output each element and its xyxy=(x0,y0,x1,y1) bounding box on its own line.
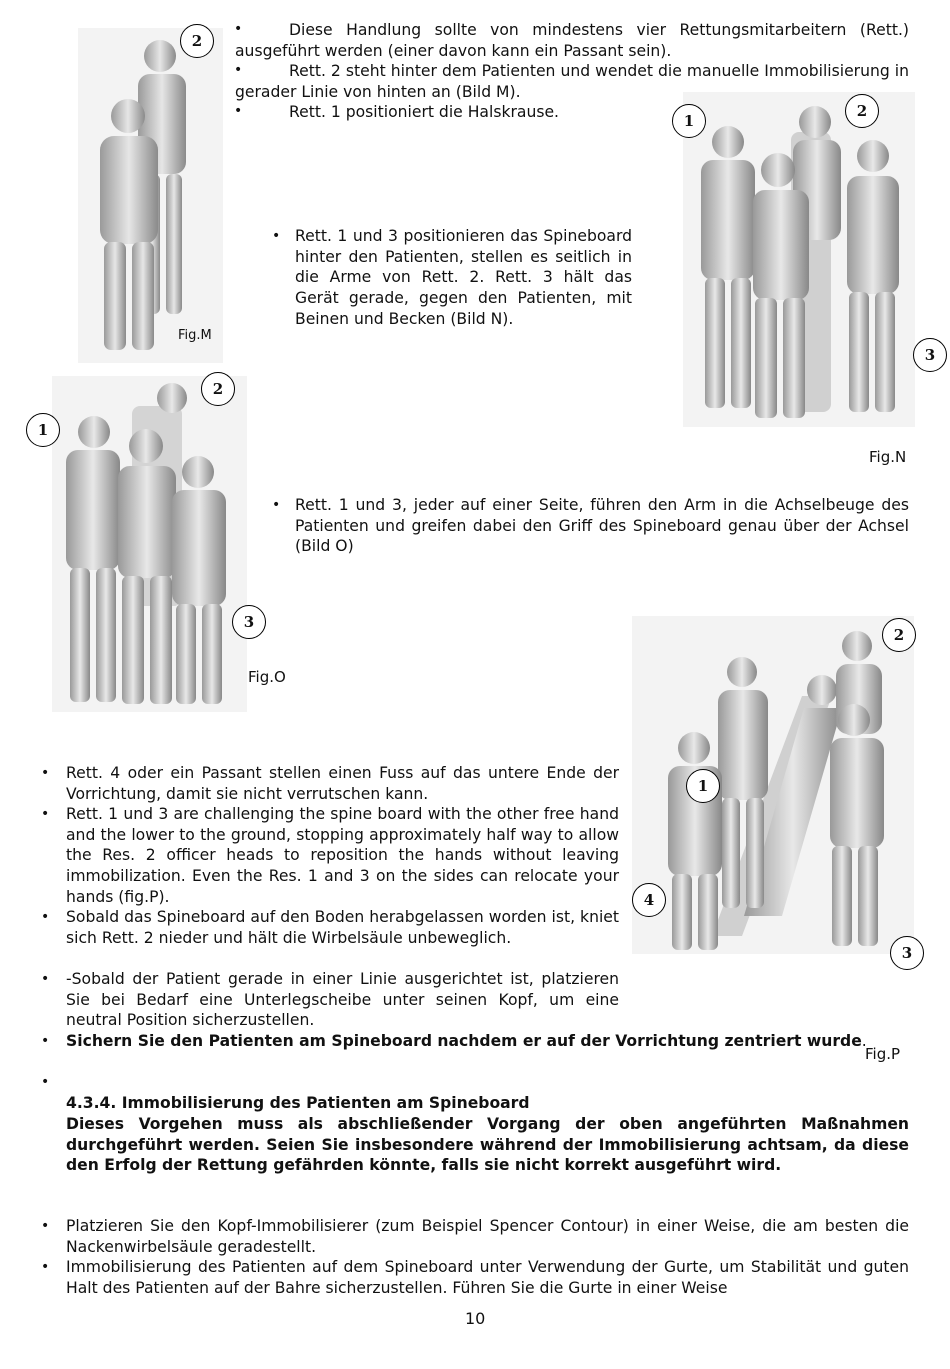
figure-n-caption: Fig.N xyxy=(869,448,907,466)
text-arm xyxy=(295,495,909,557)
text-board xyxy=(295,226,632,330)
section-434-heading: 4.3.4. Immobilisierung des Patienten am Spineboard xyxy=(66,1094,530,1112)
text-lower-3-content: Sobald das Spineboard auf den Boden herabgelassen worden ist, kniet sich Rett. 2 nieder und hält die Wirbelsäule unbeweglich. xyxy=(66,908,619,947)
section-434-intro: Dieses Vorgehen muss als abschließender Vorgang der oben angeführten Maßnahmen durchgeführt werden. Seien Sie insbesondere während der Immobilisierung achtsam, da diese den Erfolg der Rettung gefährden könnte, falls sie nicht korrekt ausgeführt wird. xyxy=(66,1115,909,1175)
text-434-2 xyxy=(66,1257,909,1298)
bullet-top-2: • xyxy=(234,62,243,78)
figure-n-badge-2: 2 xyxy=(845,94,879,128)
page-number: 10 xyxy=(465,1309,486,1328)
figure-o-badge-2: 2 xyxy=(201,372,235,406)
figure-o-caption: Fig.O xyxy=(248,668,286,686)
figure-n-badge-1: 1 xyxy=(672,104,706,138)
text-lower-5-bold: Sichern Sie den Patienten am Spineboard nachdem er auf der Vorrichtung zentriert wurde xyxy=(66,1032,862,1050)
text-lower-5 xyxy=(66,1031,909,1052)
bullet-top-1: • xyxy=(234,21,243,37)
figure-m-caption: Fig.M xyxy=(178,328,212,343)
text-top-3-content: Rett. 1 positioniert die Halskrause. xyxy=(289,103,559,121)
figure-p-illustration xyxy=(632,616,914,954)
bullet-lower-empty: • xyxy=(41,1074,50,1090)
text-lower-5-end: . xyxy=(861,1032,867,1050)
figure-m-illustration xyxy=(78,28,223,363)
text-top-2-content: Rett. 2 steht hinter dem Patienten und wendet die manuelle Immobilisierung in gerader Linie von hinten an (Bild M). xyxy=(235,62,909,101)
text-lower-1-content: Rett. 4 oder ein Passant stellen einen Fuss auf das untere Ende der Vorrichtung, damit sie nicht verrutschen kann. xyxy=(66,764,619,803)
text-lower-2 xyxy=(66,804,619,908)
text-434-1 xyxy=(66,1216,909,1257)
text-top-1 xyxy=(235,20,909,61)
bullet-lower-5: • xyxy=(41,1033,50,1049)
figure-n-badge-3: 3 xyxy=(913,338,947,372)
figure-n-illustration xyxy=(683,92,915,427)
bullet-arm: • xyxy=(272,497,281,513)
text-arm-content: Rett. 1 und 3, jeder auf einer Seite, führen den Arm in die Achselbeuge des Patienten und greifen dabei den Griff des Spineboard genau über der Achsel (Bild O) xyxy=(295,496,909,556)
figure-p-badge-4: 4 xyxy=(632,883,666,917)
bullet-lower-1: • xyxy=(41,765,50,781)
text-board-content: Rett. 1 und 3 positionieren das Spineboard hinter den Patienten, stellen es seitlich in die Arme von Rett. 2. Rett. 3 hält das Gerät gerade, gegen den Patienten, mit Beinen und Becken (Bild N). xyxy=(295,227,632,328)
figure-o-illustration xyxy=(52,376,247,712)
bullet-434-2: • xyxy=(41,1259,50,1275)
text-top-1-content: Diese Handlung sollte von mindestens vier Rettungsmitarbeitern (Rett.) ausgeführt werden (einer davon kann ein Passant sein). xyxy=(235,21,909,60)
text-434-1-content: Platzieren Sie den Kopf-Immobilisierer (zum Beispiel Spencer Contour) in einer Weise, die am besten die Nackenwirbelsäule geradestellt. xyxy=(66,1217,909,1256)
bullet-top-3: • xyxy=(234,103,243,119)
text-434-2-content: Immobilisierung des Patienten auf dem Spineboard unter Verwendung der Gurte, um Stabilität und guten Halt des Patienten auf der Bahre sicherzustellen. Führen Sie die Gurte in einer Weise xyxy=(66,1258,909,1297)
text-lower-4 xyxy=(66,969,619,1031)
text-lower-1 xyxy=(66,763,619,804)
text-lower-4-content: -Sobald der Patient gerade in einer Linie ausgerichtet ist, platzieren Sie bei Bedarf eine Unterlegscheibe unter seinen Kopf, um eine neutral Position sicherzustellen. xyxy=(66,970,619,1030)
bullet-lower-4: • xyxy=(41,971,50,987)
figure-m-badge-2: 2 xyxy=(180,24,214,58)
figure-o-badge-3: 3 xyxy=(232,605,266,639)
bullet-lower-2: • xyxy=(41,806,50,822)
text-top-3 xyxy=(235,102,585,123)
figure-p-caption: Fig.P xyxy=(865,1045,901,1063)
bullet-434-1: • xyxy=(41,1218,50,1234)
text-lower-2-content: Rett. 1 und 3 are challenging the spine board with the other free hand and the lower to the ground, stopping approximately half way to allow the Res. 2 officer heads to reposition the hands without leaving immobilization. Even the Res. 1 and 3 on the sides can relocate your hands (fig.P). xyxy=(66,805,619,906)
bullet-lower-3: • xyxy=(41,909,50,925)
bullet-board: • xyxy=(272,228,281,244)
figure-p-badge-1: 1 xyxy=(686,769,720,803)
text-lower-3 xyxy=(66,907,619,948)
figure-p-badge-3: 3 xyxy=(890,936,924,970)
figure-o-badge-1: 1 xyxy=(26,413,60,447)
figure-p-badge-2: 2 xyxy=(882,618,916,652)
